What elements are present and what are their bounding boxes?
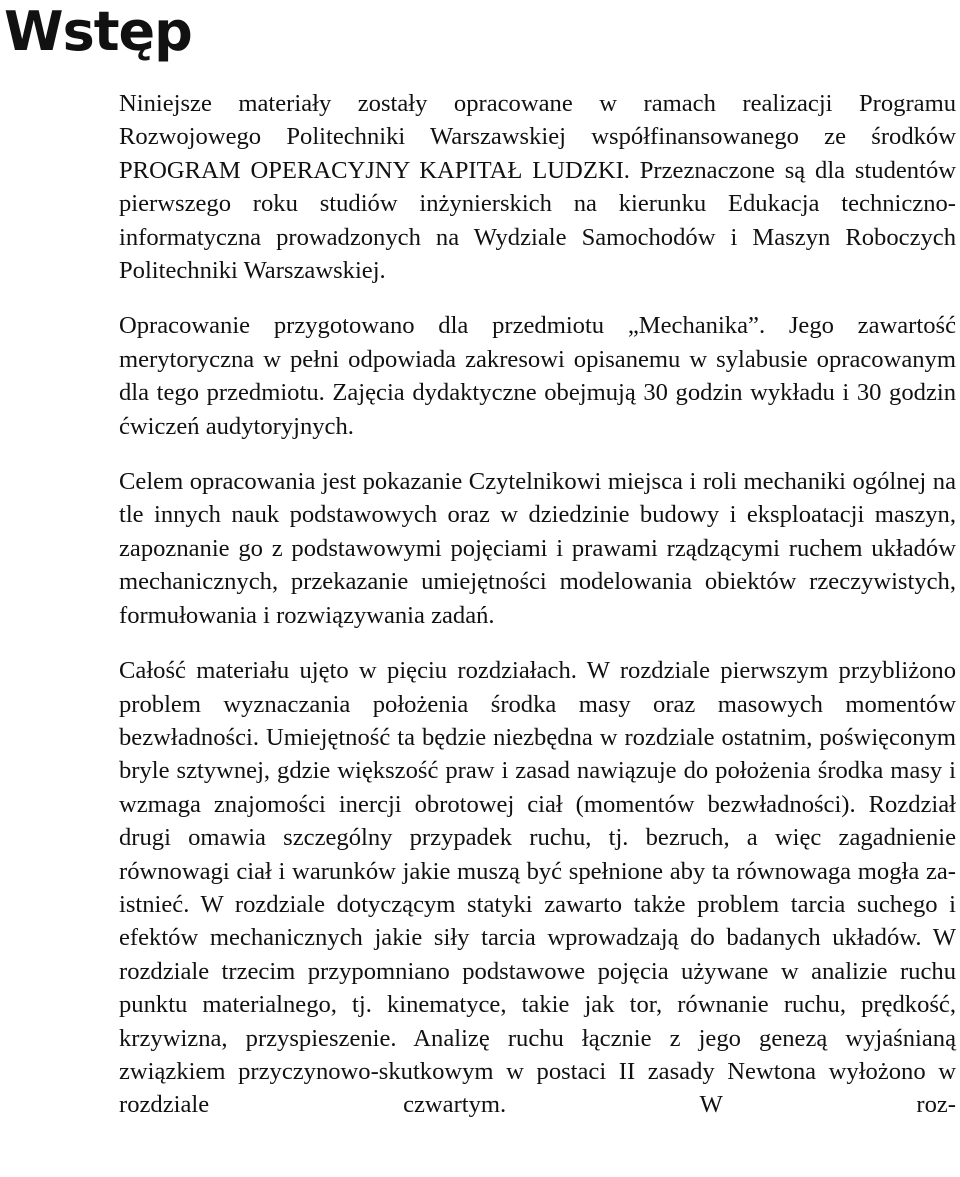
paragraph-goal: Celem opracowania jest pokazanie Czytelnikowi miejsca i roli mechaniki ogólnej na tle innych nauk podstawowych oraz w dziedzinie budowy i eksploatacji maszyn, zapoznanie go z podstawowymi pojęciami i prawami rządzącymi ruchem układów mechanicznych, przekazanie umiejętności modelowania obiektów rzeczywistych, formułowania i rozwiązywania zadań. <box>119 468 956 629</box>
page-title: Wstęp <box>4 0 192 63</box>
paragraph-intro: Niniejsze materiały zostały opracowane w ramach realizacji Programu Rozwojowego Politechniki Warszawskiej współfinansowanego ze środków PROGRAM OPERACYJNY KAPITAŁ LUDZKI. Przeznaczone są dla studentów pierwszego roku studiów inżynierskich na kierunku Edukacja techniczno-informatyczna prowadzonych na Wydziale Samochodów i Maszyn Roboczych Politechniki Warszawskiej. <box>119 90 956 285</box>
paragraph-course: Opracowanie przygotowano dla przedmiotu „Mechanika”. Jego zawartość merytoryczna w pełni odpowiada zakresowi opisanemu w sylabusie opracowanym dla tego przedmiotu. Zajęcia dydaktyczne obejmują 30 godzin wykładu i 30 godzin ćwiczeń audytoryjnych. <box>119 312 956 440</box>
paragraph-chapters: Całość materiału ujęto w pięciu rozdziałach. W rozdziale pierwszym przybliżono problem wyznaczania położenia środka masy oraz masowych momentów bezwładności. Umiejętność ta będzie niezbędna w rozdziale ostatnim, poświęconym bryle sztywnej, gdzie większość praw i zasad nawiązuje do położenia środka masy i wzmaga znajomości inercji obrotowej ciał (momentów bezwładności). Rozdział drugi omawia szczególny przypadek ruchu, tj. bezruch, a więc zagadnienie równowagi ciał i warunków jakie muszą być spełnione aby ta równowaga mogła zaistnieć. W rozdziale dotyczącym statyki zawarto także problem tarcia suchego i efektów mechanicznych jakie siły tarcia wprowadzają do badanych układów. W rozdziale trzecim przypomniano podstawowe pojęcia używane w analizie ruchu punktu materialnego, tj. kinematyce, takie jak tor, równanie ruchu, prędkość, krzywizna, przyspieszenie. Analizę ruchu łącznie z jego genezą wyjaśnianą związkiem przyczynowo-skutkowym w postaci II zasady Newtona wyłożono w rozdziale czwartym. W roz- <box>119 657 956 1119</box>
body-text <box>119 87 956 1144</box>
